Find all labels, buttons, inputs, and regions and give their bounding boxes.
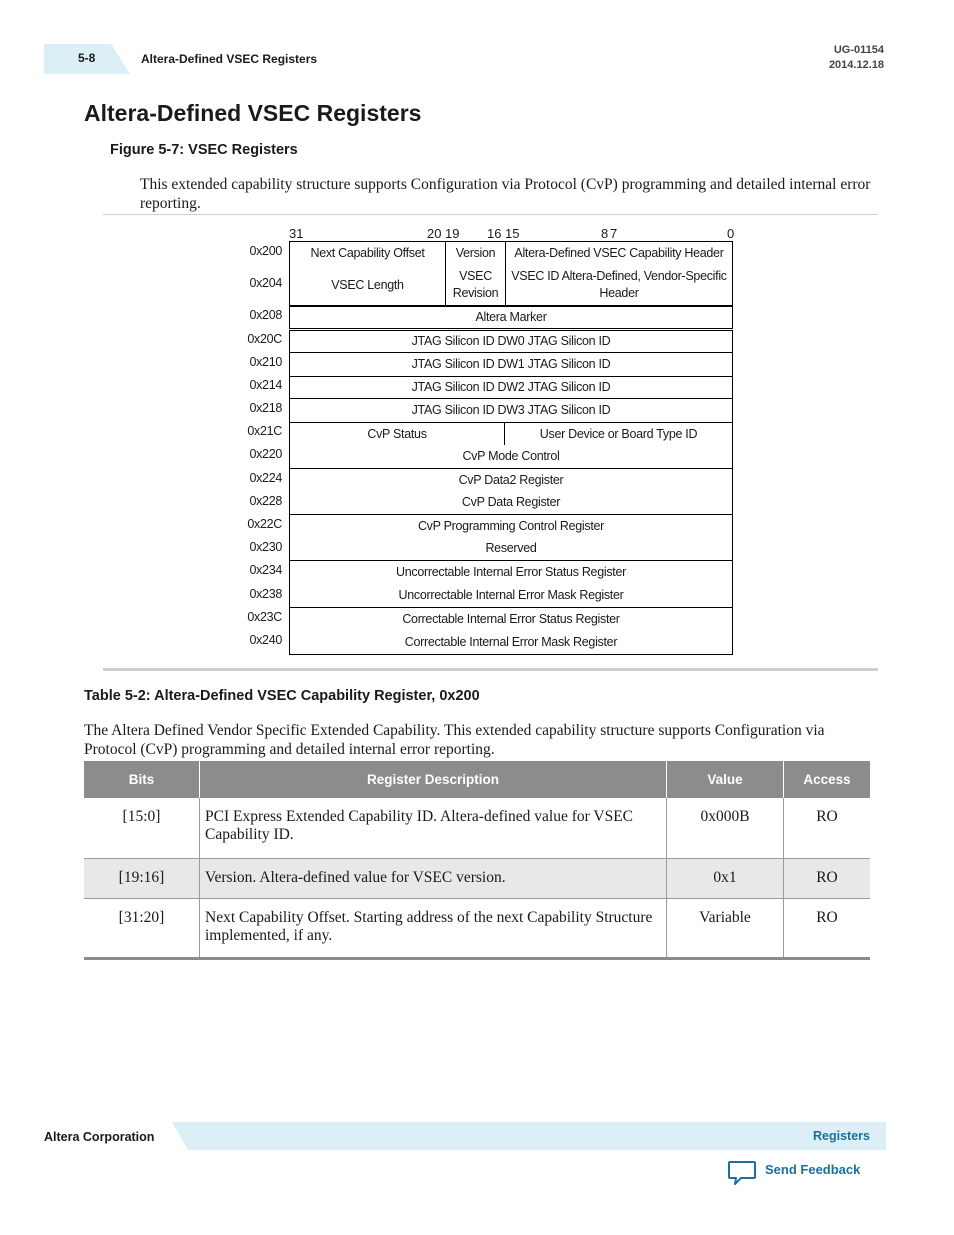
register-cell: Correctable Internal Error Mask Register (404, 634, 618, 649)
cell-bits: [19:16] (84, 858, 200, 898)
register-cell: JTAG Silicon ID DW0 JTAG Silicon ID (411, 334, 611, 348)
cell-access: RO (784, 798, 871, 858)
cell-bits: [15:0] (84, 798, 200, 858)
doc-date: 2014.12.18 (828, 59, 884, 71)
register-cell: VSEC Length (331, 277, 404, 292)
register-row (289, 330, 733, 353)
header-section-title: Altera-Defined VSEC Registers (141, 52, 318, 66)
footer-company: Altera Corporation (44, 1130, 155, 1144)
register-table (84, 761, 870, 960)
register-row (289, 560, 733, 584)
footer-band (172, 1122, 886, 1150)
register-row (289, 422, 733, 446)
register-cell: Altera Marker (475, 310, 547, 324)
cell-value: Variable (667, 898, 784, 958)
register-row (289, 265, 733, 306)
cell-description: Version. Altera-defined value for VSEC version. (200, 858, 667, 898)
offset-label: 0x20C (247, 332, 282, 346)
cell-access: RO (784, 858, 871, 898)
column-header-access: Access (784, 761, 871, 798)
column-header-value: Value (667, 761, 784, 798)
register-row (289, 514, 733, 538)
send-feedback-link[interactable]: Send Feedback (765, 1162, 861, 1177)
feedback-icon[interactable] (727, 1159, 757, 1187)
register-cell: JTAG Silicon ID DW2 JTAG Silicon ID (411, 380, 611, 394)
bit-0: 0 (727, 226, 735, 241)
offset-label: 0x230 (249, 540, 282, 554)
figure-bottom-rule (103, 668, 878, 671)
bit-8: 8 (601, 226, 609, 241)
figure-description: This extended capability structure supports Configuration via Protocol (CvP) programming and detailed internal error reporting. (140, 176, 871, 212)
table-row (84, 898, 870, 958)
register-cell: VSEC Revision (445, 265, 505, 305)
register-cell: CvP Status (367, 426, 427, 441)
register-row (289, 607, 733, 631)
register-row (289, 491, 733, 515)
doc-id: UG-01154 (833, 44, 884, 56)
register-cell: CvP Programming Control Register (417, 518, 605, 533)
offset-label: 0x22C (247, 517, 282, 531)
footer-section-link[interactable]: Registers (813, 1129, 870, 1143)
offset-label: 0x210 (249, 355, 282, 369)
table-caption: Table 5-2: Altera-Defined VSEC Capability Register, 0x200 (84, 688, 480, 704)
register-cell: VSEC ID Altera-Defined, Vendor-Specific Header (505, 265, 732, 305)
register-cell: CvP Data Register (461, 495, 561, 509)
table-row (84, 798, 870, 858)
doc-info (829, 43, 884, 73)
register-cell: Next Capability Offset (310, 246, 425, 260)
register-cell: Version (445, 242, 505, 265)
register-row (289, 583, 733, 608)
column-header-bits: Bits (84, 761, 200, 798)
offset-label: 0x21C (247, 424, 282, 438)
page-title: Altera-Defined VSEC Registers (84, 100, 422, 126)
offset-label: 0x23C (247, 610, 282, 624)
register-row (289, 399, 733, 423)
offset-label: 0x224 (249, 471, 282, 485)
cell-description: PCI Express Extended Capability ID. Altera-defined value for VSEC Capability ID. (200, 798, 667, 858)
bit-19: 19 (445, 226, 460, 241)
register-row (289, 468, 733, 492)
register-cell: Altera-Defined VSEC Capability Header (505, 242, 732, 265)
register-row (289, 445, 733, 469)
bit-16: 16 (487, 226, 502, 241)
register-row (289, 353, 733, 377)
register-row (289, 537, 733, 561)
bit-20: 20 (427, 226, 442, 241)
cell-access: RO (784, 898, 871, 958)
register-cell: JTAG Silicon ID DW1 JTAG Silicon ID (411, 357, 611, 371)
page-number: 5-8 (78, 51, 96, 65)
offset-label: 0x228 (249, 494, 282, 508)
bit-15: 15 (505, 226, 520, 241)
register-cell: Uncorrectable Internal Error Mask Register (398, 587, 624, 602)
offset-label: 0x218 (249, 401, 282, 415)
offset-label: 0x234 (249, 563, 282, 577)
offset-label: 0x204 (249, 276, 282, 290)
register-cell: Correctable Internal Error Status Register (402, 611, 620, 626)
offset-label: 0x200 (249, 244, 282, 258)
offset-label: 0x240 (249, 633, 282, 647)
table-header-row (84, 761, 870, 798)
cell-description: Next Capability Offset. Starting address of the next Capability Structure implemented, if any. (200, 898, 667, 958)
register-row (289, 241, 733, 266)
register-cell: JTAG Silicon ID DW3 JTAG Silicon ID (411, 403, 611, 417)
register-row (289, 306, 733, 329)
offset-label: 0x238 (249, 587, 282, 601)
bit-7: 7 (610, 226, 618, 241)
offset-label: 0x220 (249, 447, 282, 461)
table-description: The Altera Defined Vendor Specific Extended Capability. This extended capability structure supports Configuration via Protocol (CvP) programming and detailed internal error reporting. (84, 722, 825, 758)
table-row (84, 858, 870, 898)
bit-31: 31 (289, 226, 304, 241)
cell-value: 0x000B (667, 798, 784, 858)
register-cell: Reserved (485, 541, 537, 555)
column-header-description: Register Description (200, 761, 667, 798)
cell-bits: [31:20] (84, 898, 200, 958)
register-cell: CvP Data2 Register (458, 472, 564, 487)
register-cell: CvP Mode Control (462, 449, 560, 463)
register-row (289, 630, 733, 655)
register-cell: Uncorrectable Internal Error Status Register (396, 564, 626, 579)
figure-caption: Figure 5-7: VSEC Registers (110, 142, 298, 158)
figure-top-rule (103, 214, 878, 215)
offset-label: 0x208 (249, 308, 282, 322)
offset-label: 0x214 (249, 378, 282, 392)
register-cell: User Device or Board Type ID (504, 423, 732, 445)
register-row (289, 376, 733, 399)
cell-value: 0x1 (667, 858, 784, 898)
